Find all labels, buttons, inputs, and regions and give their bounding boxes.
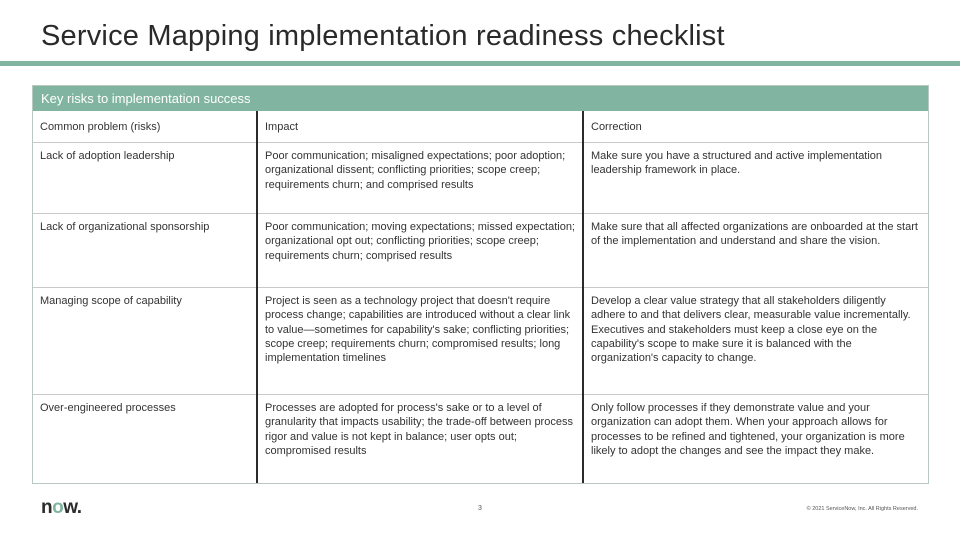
- table-header-row: [33, 111, 928, 143]
- problem-cell: Over-engineered processes: [33, 395, 257, 484]
- title-underline: [0, 61, 960, 66]
- impact-cell: Project is seen as a technology project that doesn't require process change; capabilities are introduced without a clear link to value—sometimes for capability's sake; conflicting priorities; scope creep; requirements churn; compromised results; long implementation timelines: [257, 288, 583, 395]
- table-caption: Key risks to implementation success: [33, 86, 928, 111]
- correction-cell: Make sure you have a structured and active implementation leadership framework in place.: [583, 143, 928, 214]
- table-row: [33, 288, 928, 395]
- problem-cell: Lack of adoption leadership: [33, 143, 257, 214]
- column-header-problem: Common problem (risks): [40, 121, 161, 133]
- correction-cell: Make sure that all affected organizations are onboarded at the start of the implementation and understand and share the vision.: [583, 214, 928, 288]
- risk-table-grid: [33, 111, 928, 483]
- correction-cell: Only follow processes if they demonstrate value and your organization can adopt them. When your approach allows for processes to be refined and tightened, your organization is more likely to adopt the changes and see the impact they make.: [583, 395, 928, 484]
- logo-text-prefix: n: [41, 497, 53, 518]
- slide-title: Service Mapping implementation readiness checklist: [41, 20, 725, 52]
- problem-cell: Managing scope of capability: [33, 288, 257, 395]
- column-header-correction: Correction: [583, 111, 928, 143]
- impact-cell: Poor communication; moving expectations; missed expectation; organizational opt out; conflicting priorities; scope creep; requirements churn; comprised results: [257, 214, 583, 288]
- copyright-notice: © 2021 ServiceNow, Inc. All Rights Reserved.: [806, 506, 918, 512]
- column-header-impact: Impact: [257, 111, 583, 143]
- correction-cell: Develop a clear value strategy that all stakeholders diligently adhere to and that delivers clear, measurable value incrementally. Executives and stakeholders must keep a close eye on the capability's scope to make sure it is balanced with the organization's capacity to change.: [583, 288, 928, 395]
- impact-cell: Processes are adopted for process's sake or to a level of granularity that impacts usability; the trade-off between process rigor and value is not kept in balance; user opts out; compromised results: [257, 395, 583, 484]
- impact-cell: Poor communication; misaligned expectations; poor adoption; organizational dissent; conflicting priorities; scope creep; requirements churn; and comprised results: [257, 143, 583, 214]
- logo-text-suffix: w.: [63, 497, 82, 518]
- table-row: [33, 395, 928, 484]
- problem-cell: Lack of organizational sponsorship: [33, 214, 257, 288]
- servicenow-logo: [41, 497, 82, 519]
- risk-table: [32, 85, 929, 484]
- page-number: 3: [478, 505, 482, 512]
- table-row: [33, 214, 928, 288]
- logo-text-middle: o: [52, 497, 64, 518]
- table-row: [33, 143, 928, 214]
